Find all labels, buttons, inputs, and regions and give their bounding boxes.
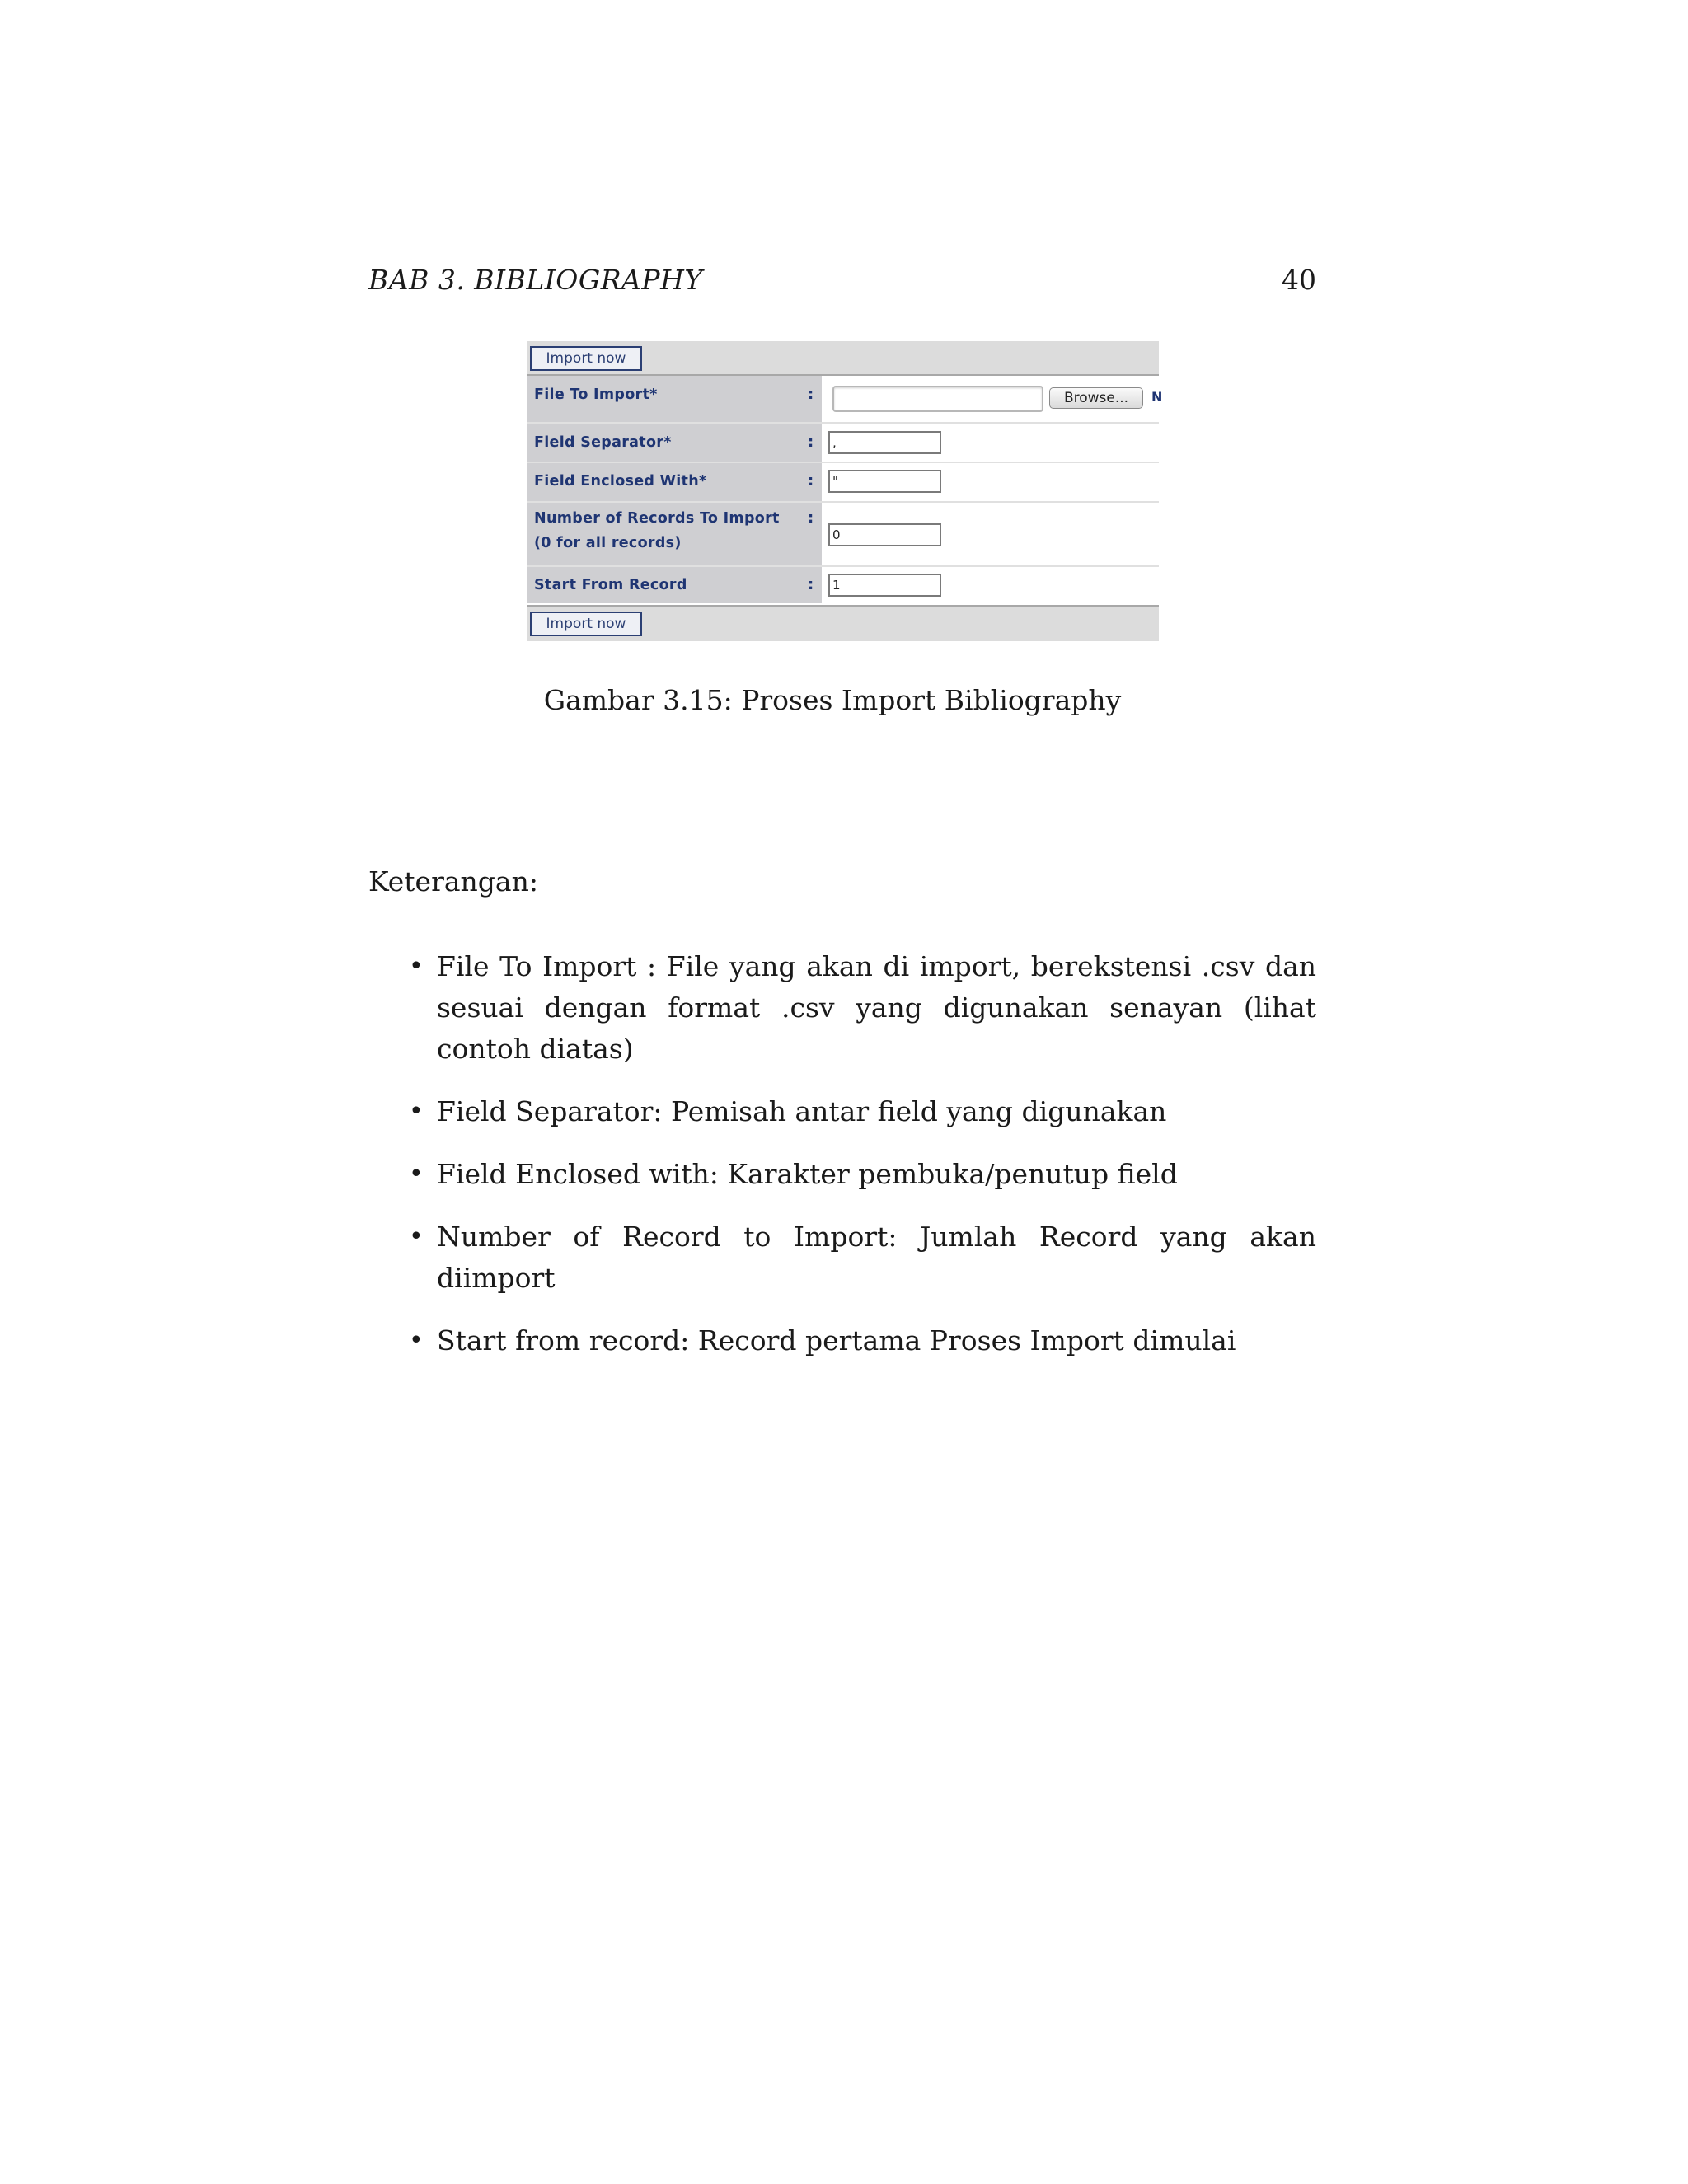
list-item — [368, 1320, 1316, 1361]
list-item — [368, 1091, 1316, 1132]
figure-caption: Gambar 3.15: Proses Import Bibliography — [543, 684, 1122, 716]
label-colon: : — [808, 576, 814, 593]
page-number: 40 — [1282, 264, 1316, 296]
import-now-button-top[interactable]: Import now — [530, 346, 642, 371]
number-of-records-label: Number of Records To Import — [534, 510, 780, 527]
notes-list — [368, 946, 1316, 1383]
label-colon: : — [808, 509, 814, 527]
number-of-records-hint: (0 for all records) — [534, 535, 682, 551]
notes-heading: Keterangan: — [368, 865, 538, 898]
form-label-cell — [528, 567, 822, 603]
form-label-cell — [528, 503, 822, 565]
form-bottom-bar — [528, 605, 1159, 641]
number-of-records-input[interactable]: 0 — [828, 523, 941, 546]
label-colon: : — [808, 434, 814, 451]
label-colon: : — [808, 472, 814, 490]
start-from-record-label: Start From Record — [534, 577, 687, 593]
form-row-field-enclosed-with — [528, 463, 1159, 503]
running-head — [368, 264, 1316, 305]
form-row-file-to-import — [528, 376, 1163, 424]
form-label-cell — [528, 424, 822, 462]
file-to-import-input[interactable] — [832, 386, 1043, 412]
list-item-text: Field Enclosed with: Karakter pembuka/penutup field — [437, 1158, 1178, 1190]
list-item-text: Start from record: Record pertama Proses Import dimulai — [437, 1324, 1236, 1357]
file-to-import-label: File To Import* — [534, 387, 658, 403]
list-item — [368, 946, 1316, 1070]
clipped-text: N — [1151, 389, 1163, 405]
label-colon: : — [808, 386, 814, 403]
list-item-text: File To Import : File yang akan di import, berekstensi .csv dan sesuai dengan format .csv yang digunakan senayan (lihat contoh diatas) — [437, 950, 1316, 1065]
bullet-icon: • — [409, 952, 424, 981]
list-item — [368, 1216, 1316, 1299]
import-form-screenshot — [528, 341, 1163, 640]
form-row-start-from-record — [528, 567, 1159, 603]
form-top-bar — [528, 341, 1159, 376]
list-item — [368, 1154, 1316, 1195]
field-enclosed-with-input[interactable]: " — [828, 470, 941, 493]
bullet-icon: • — [409, 1097, 424, 1126]
start-from-record-input[interactable]: 1 — [828, 574, 941, 597]
bullet-icon: • — [409, 1222, 424, 1251]
bullet-icon: • — [409, 1326, 424, 1355]
form-label-cell — [528, 376, 822, 422]
field-separator-input[interactable]: , — [828, 431, 941, 454]
browse-button[interactable]: Browse... — [1049, 387, 1143, 409]
bullet-icon: • — [409, 1160, 424, 1188]
field-separator-label: Field Separator* — [534, 434, 672, 451]
field-enclosed-with-label: Field Enclosed With* — [534, 473, 707, 490]
list-item-text: Field Separator: Pemisah antar field yang digunakan — [437, 1095, 1167, 1127]
running-title: BAB 3. BIBLIOGRAPHY — [368, 264, 703, 296]
form-row-field-separator — [528, 424, 1159, 463]
list-item-text: Number of Record to Import: Jumlah Record yang akan diimport — [437, 1221, 1316, 1294]
form-label-cell — [528, 463, 822, 501]
form-row-number-of-records — [528, 503, 1159, 567]
import-now-button-bottom[interactable]: Import now — [530, 612, 642, 636]
